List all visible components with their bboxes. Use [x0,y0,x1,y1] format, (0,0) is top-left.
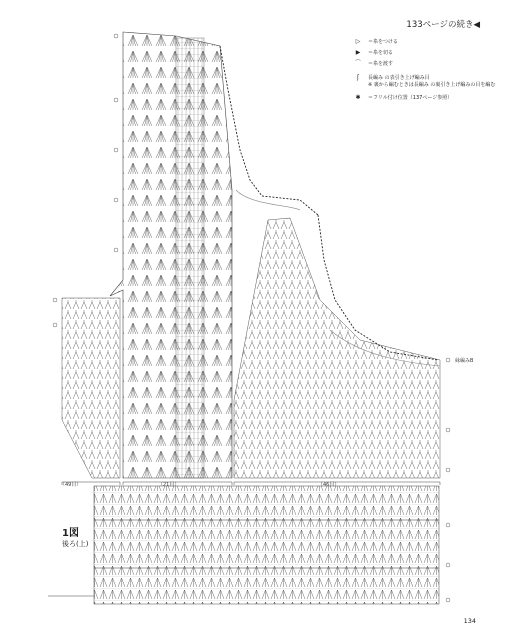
figure-subtitle: 後ろ(上) [62,540,89,548]
legend-text: ＝糸をつける [368,38,399,45]
stitch-count-brackets [62,482,440,485]
pass-yarn-icon: ⌒ [354,60,361,68]
right-lower-panel [234,218,440,478]
legend-text: ＝糸を渡す [368,60,394,67]
long-stitch-icon: ʃ [356,74,359,82]
center-front-panel [110,32,232,478]
edge-label: 縁編みB [455,358,474,364]
row-markers-left [53,34,118,327]
stitch-count-left: （49目） [60,482,82,488]
stitch-count-middle: （21目） [158,482,180,488]
stitch-count-right: （46目） [318,482,340,488]
page-number: 134 [463,617,476,625]
figure-title: 1図 [62,528,79,539]
join-yarn-icon: ▷ [355,38,361,45]
bottom-band [94,486,439,604]
legend-text: ※ 裏から編むときは長編み の裏引き上げ編みの目を編む [368,82,496,89]
ruffle-position-icon: ✱ [355,94,361,102]
legend-text: ＝フリル付け位置（137ページ参照） [368,94,453,101]
legend-text: ＝糸を切る [368,49,394,56]
legend-text: 長編み の表引き上げ編み目 [368,74,430,81]
continued-from-page-label: 133ページの続き◀ [406,20,480,30]
cut-yarn-icon: ▶ [355,49,361,57]
row-markers-right [446,358,450,602]
left-lower-panel [62,298,120,478]
